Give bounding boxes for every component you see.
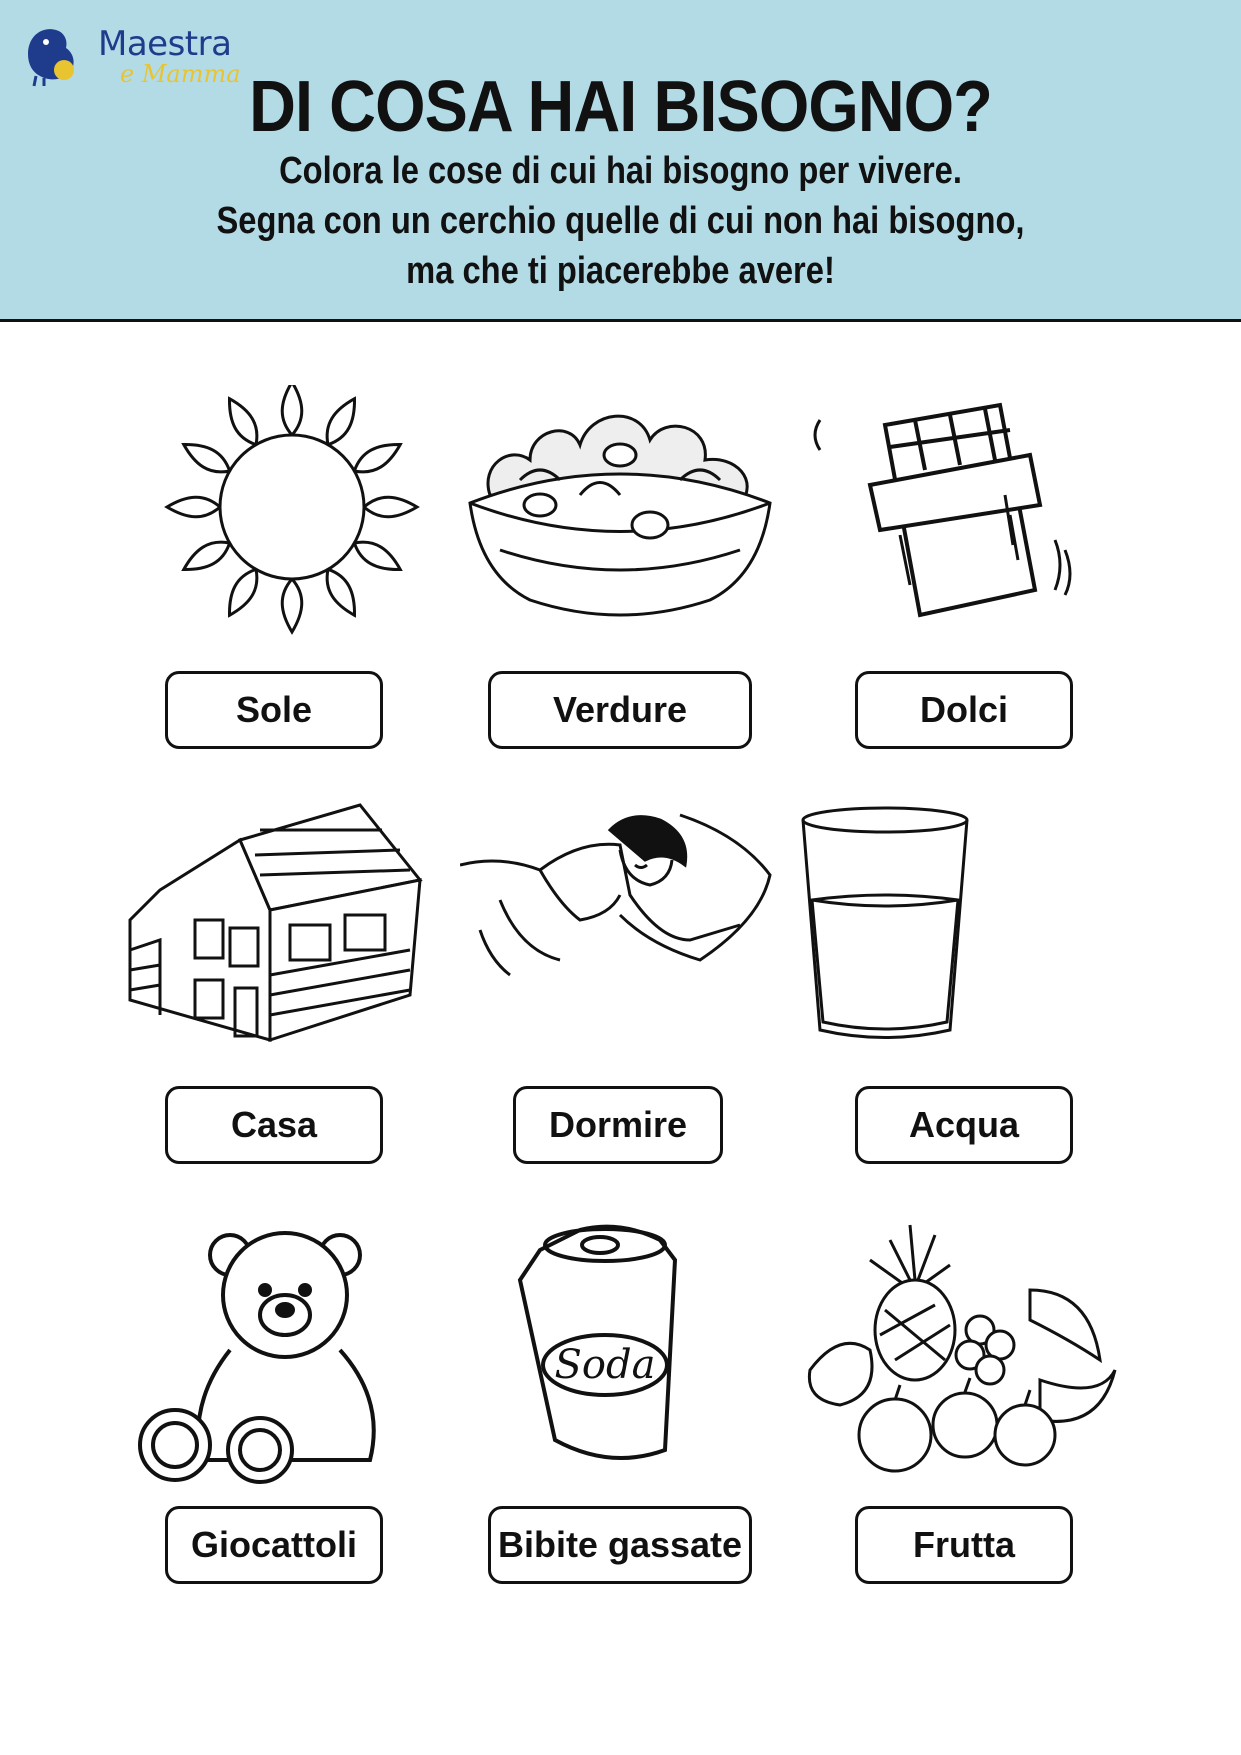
- label-box: Giocattoli: [165, 1506, 383, 1584]
- salad-bowl-icon: [460, 385, 780, 655]
- logo-script: e Mamma: [120, 60, 241, 88]
- page-title: DI COSA HAI BISOGNO?: [249, 67, 992, 147]
- item-bibite-gassate: [440, 1220, 800, 1620]
- label-box: Dolci: [855, 671, 1073, 749]
- logo-name: Maestra: [98, 24, 232, 64]
- item-verdure: [440, 385, 800, 785]
- instruction-line: Colora le cose di cui hai bisogno per vivere.: [279, 150, 962, 192]
- item-giocattoli: [100, 1220, 460, 1620]
- item-casa: [100, 800, 460, 1200]
- sun-icon: [120, 385, 440, 655]
- item-acqua: [780, 800, 1140, 1200]
- label-box: Acqua: [855, 1086, 1073, 1164]
- item-dolci: [780, 385, 1140, 785]
- label-box: Bibite gassate: [488, 1506, 752, 1584]
- item-sole: [100, 385, 460, 785]
- item-frutta: [780, 1220, 1140, 1620]
- label-box: Casa: [165, 1086, 383, 1164]
- soda-can-text: Soda: [554, 1342, 656, 1388]
- sleeping-child-icon: [460, 800, 780, 1070]
- label-box: Verdure: [488, 671, 752, 749]
- instruction-line: Segna con un cerchio quelle di cui non hai bisogno,: [216, 200, 1025, 242]
- label-box: Sole: [165, 671, 383, 749]
- soda-can-icon: [460, 1220, 780, 1490]
- item-dormire: [440, 800, 800, 1200]
- fruit-pile-icon: [800, 1220, 1120, 1490]
- label-box: Frutta: [855, 1506, 1073, 1584]
- house-icon: [120, 800, 440, 1070]
- chocolate-bar-icon: [800, 385, 1120, 655]
- instruction-line: ma che ti piacerebbe avere!: [406, 250, 835, 292]
- label-box: Dormire: [513, 1086, 723, 1164]
- teddy-bear-icon: [120, 1220, 440, 1490]
- water-glass-icon: [800, 800, 1120, 1070]
- header-banner: [0, 0, 1241, 322]
